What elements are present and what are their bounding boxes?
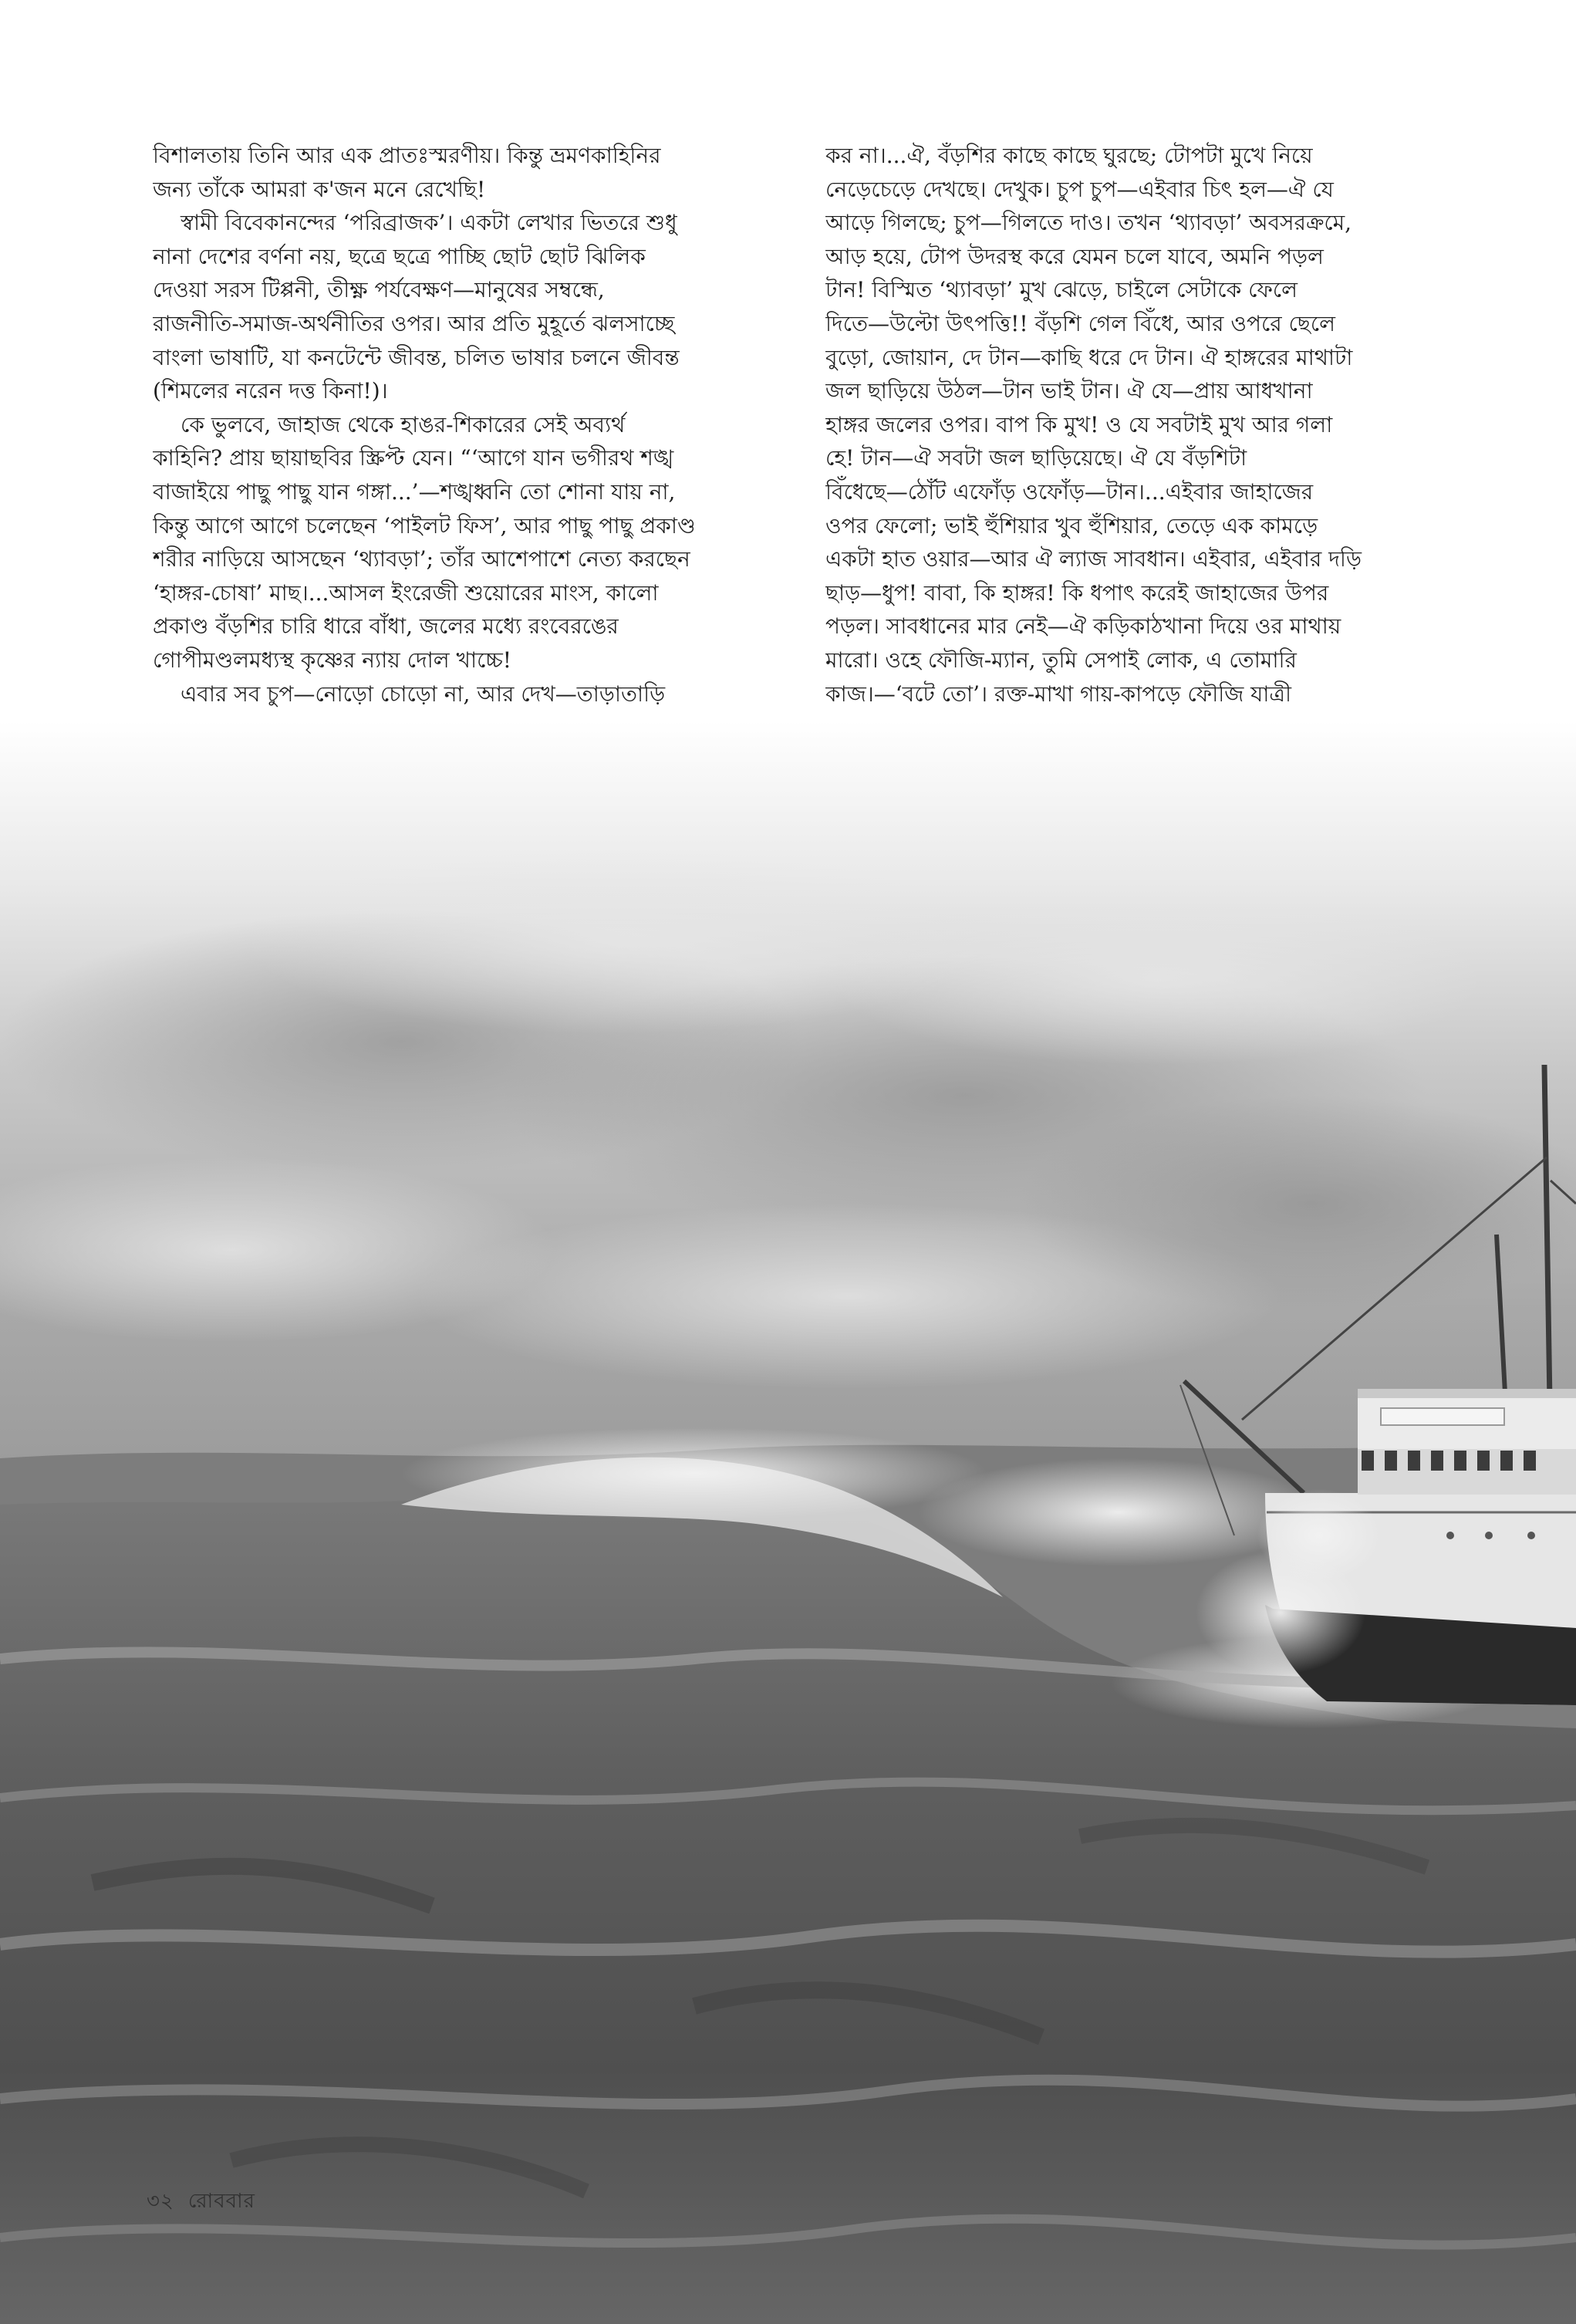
- text-line: বাংলা ভাষাটি, যা কনটেন্টে জীবন্ত, চলিত ভাষার চলনে জীবন্ত: [153, 344, 680, 370]
- text-line: নেড়েচেড়ে দেখছে। দেখুক। চুপ চুপ—এইবার চিৎ হল—ঐ যে: [825, 176, 1334, 202]
- text-line: হে! টান—ঐ সবটা জল ছাড়িয়েছে। ঐ যে বঁড়শিটা: [825, 445, 1247, 471]
- text-line: কর না।...ঐ, বঁড়শির কাছে কাছে ঘুরছে; টোপটা মুখে নিয়ে: [825, 143, 1313, 168]
- text-line: কাজ।—‘বটে তো’। রক্ত-মাখা গায়-কাপড়ে ফৌজি যাত্রী: [825, 681, 1292, 707]
- text-line: (শিমলের নরেন দত্ত কিনা!)।: [153, 378, 388, 404]
- text-line: শরীর নাড়িয়ে আসছেন ‘থ্যাবড়া’; তাঁর আশেপাশে নেত্য করছেন: [153, 546, 690, 573]
- text-line: বিশালতায় তিনি আর এক প্রাতঃস্মরণীয়। কিন্তু ভ্রমণকাহিনির: [153, 143, 661, 168]
- text-line: প্রকাণ্ড বঁড়শির চারি ধারে বাঁধা, জলের মধ্যে রংবেরঙের: [153, 613, 619, 640]
- text-line: একটা হাত ওয়ার—আর ঐ ল্যাজ সাবধান। এইবার, এইবার দড়ি: [825, 546, 1362, 573]
- text-line: কাহিনি? প্রায় ছায়াছবির স্ক্রিপ্ট যেন। “‘আগে যান ভগীরথ শঙ্খ: [153, 445, 674, 471]
- text-line: রাজনীতি-সমাজ-অর্থনীতির ওপর। আর প্রতি মুহূর্তে ঝলসাচ্ছে: [153, 310, 675, 336]
- page-footer: [147, 2185, 269, 2219]
- text-line: মারো। ওহে ফৌজি-ম্যান, তুমি সেপাই লোক, এ তোমারি: [825, 647, 1297, 673]
- text-line: নানা দেশের বর্ণনা নয়, ছত্রে ছত্রে পাচ্ছি ছোট ছোট ঝিলিক: [153, 243, 646, 269]
- text-line: বুড়ো, জোয়ান, দে টান—কাছি ধরে দে টান। ঐ হাঙ্গরের মাথাটা: [825, 344, 1353, 370]
- article-text: [153, 139, 1487, 741]
- text-line: দেওয়া সরস টিপ্পনী, তীক্ষ্ণ পর্যবেক্ষণ—মানুষের সম্বন্ধে,: [153, 277, 605, 303]
- text-line: কিন্তু আগে আগে চলেছেন ‘পাইলট ফিস’, আর পাছু পাছু প্রকাণ্ড: [153, 512, 696, 539]
- text-line: জন্য তাঁকে আমরা ক'জন মনে রেখেছি!: [153, 176, 486, 202]
- page-number: ৩২: [147, 2190, 174, 2213]
- text-line: হাঙ্গর জলের ওপর। বাপ কি মুখ! ও যে সবটাই মুখ আর গলা: [825, 411, 1333, 437]
- text-line: পড়ল। সাবধানের মার নেই—ঐ কড়িকাঠখানা দিয়ে ওর মাথায়: [825, 613, 1341, 640]
- text-line: কে ভুলবে, জাহাজ থেকে হাঙর-শিকারের সেই অব্যর্থ: [181, 411, 626, 437]
- text-line: ছাড়—ধুপ! বাবা, কি হাঙ্গর! কি ধপাৎ করেই জাহাজের উপর: [825, 579, 1329, 606]
- text-line: স্বামী বিবেকানন্দের ‘পরিব্রাজক’। একটা লেখার ভিতরে শুধু: [181, 210, 677, 236]
- text-line: আড় হয়ে, টোপ উদরস্থ করে যেমন চলে যাবে, অমনি পড়ল: [825, 243, 1324, 269]
- text-line: ‘হাঙ্গর-চোষা’ মাছ।...আসল ইংরেজী শুয়োরের মাংস, কালো: [153, 579, 659, 606]
- text-line: জল ছাড়িয়ে উঠল—টান ভাই টান। ঐ যে—প্রায় আধখানা: [825, 378, 1313, 404]
- text-line: টান! বিস্মিত ‘থ্যাবড়া’ মুখ ঝেড়ে, চাইলে সেটাকে ফেলে: [825, 277, 1298, 303]
- magazine-name: রোববার: [187, 2190, 255, 2213]
- text-line: গোপীমণ্ডলমধ্যস্থ কৃষ্ণের ন্যায় দোল খাচ্চে!: [153, 647, 512, 673]
- text-line: আড়ে গিলছে; চুপ—গিলতে দাও। তখন ‘থ্যাবড়া’ অবসরক্রমে,: [825, 210, 1352, 236]
- text-line: দিতে—উল্টো উৎপত্তি!! বঁড়শি গেল বিঁধে, আর ওপরে ছেলে: [825, 310, 1335, 336]
- text-line: ওপর ফেলো; ভাই হুঁশিয়ার খুব হুঁশিয়ার, তেড়ে এক কামড়ে: [825, 512, 1318, 539]
- article-column-right: [825, 139, 1412, 741]
- text-line: বিঁধেছে—ঠোঁট এফোঁড় ওফোঁড়—টান।...এইবার জাহাজের: [825, 478, 1314, 505]
- text-line: এবার সব চুপ—নোড়ো চোড়ো না, আর দেখ—তাড়াতাড়ি: [181, 681, 666, 707]
- article-column-left: [153, 139, 739, 741]
- text-line: বাজাইয়ে পাছু পাছু যান গঙ্গা...’—শঙ্খধ্বনি তো শোনা যায় না,: [153, 478, 676, 505]
